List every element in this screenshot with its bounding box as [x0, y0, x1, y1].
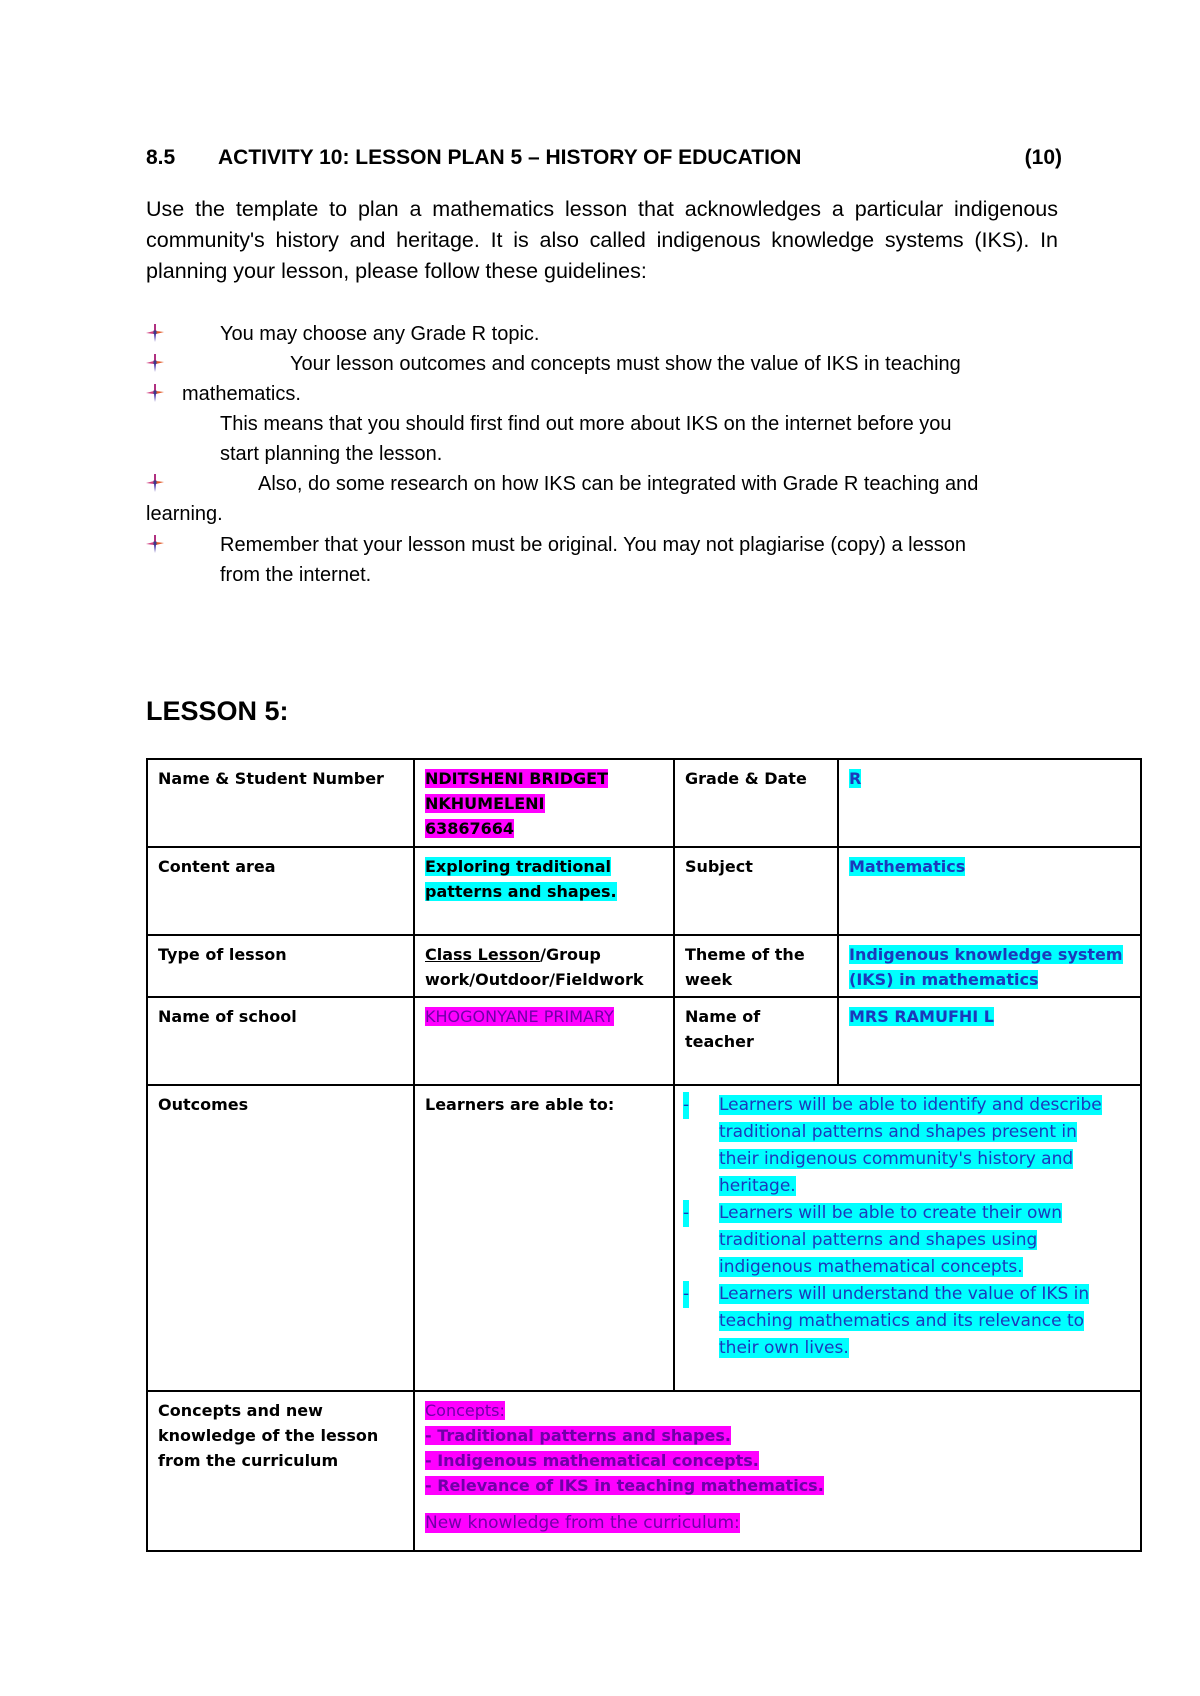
table-cell	[674, 935, 838, 997]
content-area-line1: Exploring traditional	[425, 857, 612, 876]
bullet-icon	[146, 474, 164, 492]
theme-value-line1: Indigenous knowledge system	[849, 945, 1123, 964]
table-cell	[147, 1085, 414, 1391]
lesson-plan-table	[146, 758, 1142, 1552]
table-row	[147, 935, 1141, 997]
outcome-line: their indigenous community's history and	[719, 1149, 1074, 1169]
table-cell	[674, 1085, 1141, 1391]
outcomes-label: Outcomes	[158, 1095, 249, 1114]
content-area-label: Content area	[158, 857, 276, 876]
table-row	[147, 1085, 1141, 1391]
table-row	[147, 997, 1141, 1085]
table-cell	[147, 997, 414, 1085]
teacher-value: MRS RAMUFHI L	[849, 1007, 994, 1026]
table-cell	[147, 759, 414, 847]
outcome-line: indigenous mathematical concepts.	[719, 1257, 1023, 1277]
table-cell	[674, 997, 838, 1085]
bullet-text: from the internet.	[220, 564, 372, 586]
subject-value: Mathematics	[849, 857, 966, 876]
student-number: 63867664	[425, 819, 515, 838]
table-cell	[838, 935, 1141, 997]
bullet-icon	[146, 354, 164, 372]
school-value: KHOGONYANE PRIMARY	[425, 1007, 614, 1026]
bullet-text: Your lesson outcomes and concepts must show the value of IKS in teaching	[290, 353, 961, 375]
bullet-text: Also, do some research on how IKS can be integrated with Grade R teaching and	[258, 473, 979, 495]
dash-marker: -	[683, 1281, 689, 1308]
table-cell	[838, 759, 1141, 847]
concepts-heading: Concepts:	[425, 1401, 505, 1420]
table-cell	[414, 847, 674, 935]
table-row	[147, 759, 1141, 847]
new-knowledge-heading: New knowledge from the curriculum:	[425, 1513, 740, 1533]
type-of-lesson-label: Type of lesson	[158, 945, 287, 964]
school-label: Name of school	[158, 1007, 297, 1026]
bullet-icon	[146, 324, 164, 342]
bullet-text: You may choose any Grade R topic.	[220, 323, 540, 345]
dash-marker: -	[683, 1200, 689, 1227]
grade-date-label: Grade & Date	[685, 769, 807, 788]
outcomes-list	[683, 1092, 1130, 1362]
outcome-line: Learners will be able to identify and describe	[719, 1095, 1102, 1115]
concepts-label-line2: knowledge of the lesson	[158, 1426, 379, 1445]
outcome-line: Learners will be able to create their own	[719, 1203, 1063, 1223]
table-cell	[147, 847, 414, 935]
content-area-line2: patterns and shapes.	[425, 882, 617, 901]
outcome-line: Learners will understand the value of IKS in	[719, 1284, 1090, 1304]
table-row	[147, 1391, 1141, 1551]
table-cell	[147, 935, 414, 997]
table-cell	[414, 1391, 1141, 1551]
table-cell	[414, 935, 674, 997]
name-student-number-label: Name & Student Number	[158, 769, 384, 788]
concepts-label-line3: from the curriculum	[158, 1451, 339, 1470]
concept-item: - Traditional patterns and shapes.	[425, 1426, 731, 1445]
outcome-line: their own lives.	[719, 1338, 849, 1358]
outcome-line: teaching mathematics and its relevance to	[719, 1311, 1085, 1331]
table-cell	[838, 847, 1141, 935]
list-item	[683, 1281, 1130, 1362]
learners-able-label: Learners are able to:	[425, 1095, 615, 1114]
intro-paragraph: Use the template to plan a mathematics lesson that acknowledges a particular indigenous community's history and heritage. It is also called indigenous knowledge systems (IKS). In planning your lesson, please follow these guidelines:	[146, 197, 1058, 283]
bullet-text: Remember that your lesson must be original. You may not plagiarise (copy) a lesson	[220, 534, 966, 556]
grade-value: R	[849, 769, 862, 788]
bullet-text: mathematics.	[182, 383, 301, 405]
lesson-type-selected: Class Lesson	[425, 945, 541, 964]
table-cell	[147, 1391, 414, 1551]
lesson-type-options: /Group	[540, 945, 601, 964]
bullet-text: start planning the lesson.	[220, 443, 443, 465]
concepts-label-line1: Concepts and new	[158, 1401, 323, 1420]
table-cell	[674, 847, 838, 935]
table-cell	[414, 997, 674, 1085]
bullet-icon	[146, 384, 164, 402]
theme-label-line2: week	[685, 970, 733, 989]
list-item	[683, 1092, 1130, 1200]
section-heading	[146, 146, 1062, 176]
theme-value-line2: (IKS) in mathematics	[849, 970, 1039, 989]
table-row	[147, 847, 1141, 935]
outcome-line: heritage.	[719, 1176, 796, 1196]
lesson-title: LESSON 5:	[146, 696, 289, 726]
outcome-line: traditional patterns and shapes using	[719, 1230, 1038, 1250]
table-cell	[838, 997, 1141, 1085]
table-cell	[674, 759, 838, 847]
dash-marker: -	[683, 1092, 689, 1119]
outcome-line: traditional patterns and shapes present in	[719, 1122, 1077, 1142]
concept-item: - Relevance of IKS in teaching mathematics.	[425, 1476, 824, 1495]
table-cell	[414, 1085, 674, 1391]
concept-item: - Indigenous mathematical concepts.	[425, 1451, 759, 1470]
lesson-type-options: work/Outdoor/Fieldwork	[425, 970, 644, 989]
section-number: 8.5	[146, 146, 176, 169]
subject-label: Subject	[685, 857, 753, 876]
teacher-label: Name of teacher	[685, 1007, 761, 1051]
student-name-line1: NDITSHENI BRIDGET	[425, 769, 609, 788]
list-item	[683, 1200, 1130, 1281]
bullet-text: learning.	[146, 503, 223, 525]
student-name-line2: NKHUMELENI	[425, 794, 545, 813]
section-marks: (10)	[1024, 146, 1062, 169]
table-cell	[414, 759, 674, 847]
section-title: ACTIVITY 10: LESSON PLAN 5 – HISTORY OF EDUCATION	[218, 146, 802, 169]
theme-label-line1: Theme of the	[685, 945, 805, 964]
bullet-icon	[146, 535, 164, 553]
bullet-text: This means that you should first find out more about IKS on the internet before you	[220, 413, 952, 435]
